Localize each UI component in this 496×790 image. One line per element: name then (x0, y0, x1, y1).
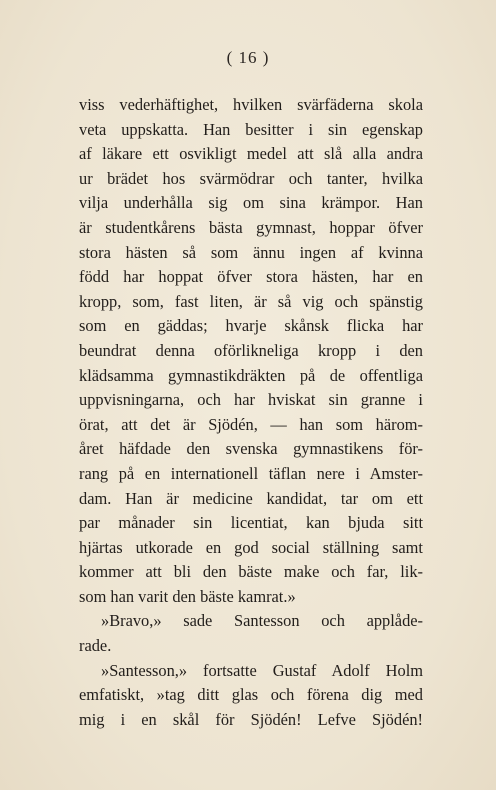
text-line: par månader sin licentiat, kan bjuda sitt (79, 513, 423, 533)
page-number: ( 16 ) (226, 48, 270, 67)
text-line: som han varit den bäste kamrat.» (79, 586, 296, 606)
text-line: stora hästen så som ännu ingen af kvinna (79, 242, 423, 262)
text-line: ur brädet hos svärmödrar och tanter, hvilka (79, 168, 423, 188)
text-line: är studentkårens bästa gymnast, hoppar öfver (79, 217, 423, 237)
text-line: örat, att det är Sjödén, — han som härom- (79, 414, 423, 434)
text-line: veta uppskatta. Han besitter i sin egenskap (79, 119, 423, 139)
text-line: rang på en internationell täflan nere i Amster- (79, 463, 423, 483)
text-line: viss vederhäftighet, hvilken svärfäderna skola (79, 95, 423, 114)
text-line: rade. (79, 636, 112, 656)
text-line: af läkare ett osvikligt medel att slå alla andra (79, 144, 423, 164)
text-line: vilja underhålla sig om sina krämpor. Han (79, 193, 423, 213)
text-line: kropp, som, fast liten, är så vig och spänstig (79, 291, 423, 311)
text-line: året häfdade den svenska gymnastikens för- (79, 439, 423, 459)
text-line: beundrat denna oförlikneliga kropp i den (79, 340, 423, 360)
text-line: mig i en skål för Sjödén! Lefve Sjödén! (79, 709, 423, 729)
text-line: »Bravo,» sade Santesson och applåde- (101, 611, 423, 631)
text-line: »Santesson,» fortsatte Gustaf Adolf Holm (101, 660, 423, 680)
text-line: dam. Han är medicine kandidat, tar om ett (79, 488, 423, 508)
text-line: klädsamma gymnastikdräkten på de offentliga (79, 365, 423, 385)
text-line: kommer att bli den bäste make och far, lik- (79, 562, 423, 582)
text-line: hjärtas utkorade en god social ställning samt (79, 537, 423, 557)
text-line: som en gäddas; hvarje skånsk flicka har (79, 316, 423, 336)
text-line: uppvisningarna, och har hviskat sin granne i (79, 390, 423, 410)
text-line: född har hoppat öfver stora hästen, har en (79, 267, 423, 287)
text-line: emfatiskt, »tag ditt glas och förena dig med (79, 685, 423, 705)
body-text (79, 93, 423, 732)
